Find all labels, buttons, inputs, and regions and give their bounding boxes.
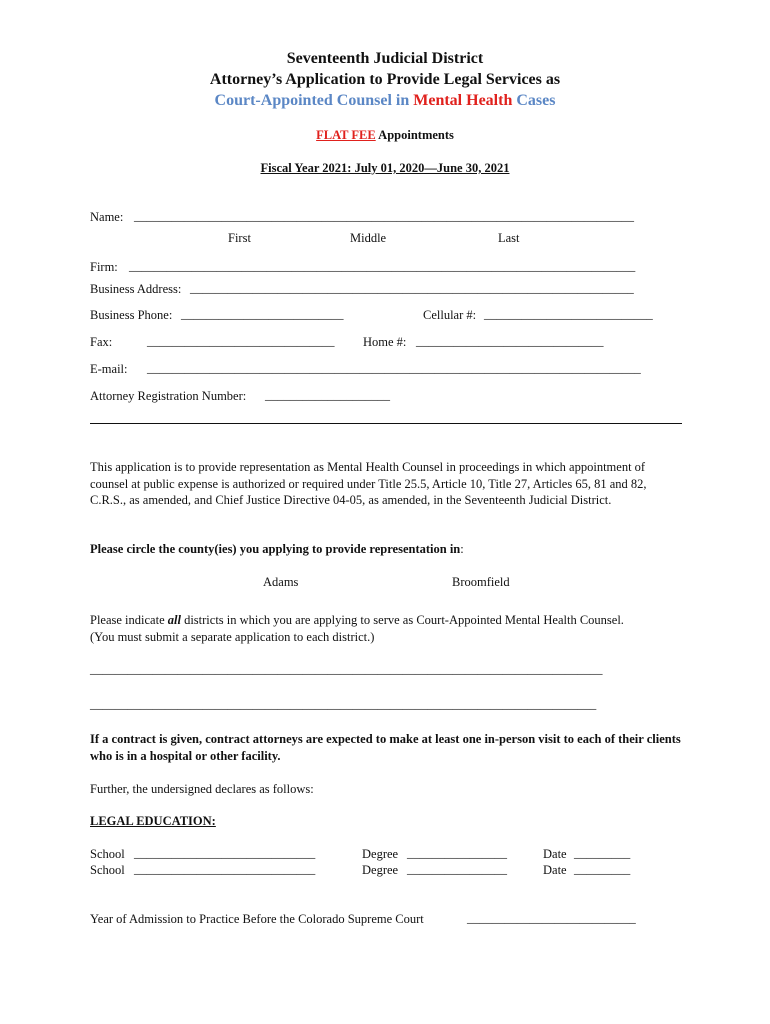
business-address-label: Business Address:: [90, 282, 182, 296]
districts-instruction: [90, 612, 650, 645]
section-divider: [90, 423, 682, 424]
attorney-registration-label: Attorney Registration Number:: [90, 389, 247, 403]
appointments-label: Appointments: [375, 128, 454, 142]
intro-paragraph: This application is to provide representation as Mental Health Counsel in proceedings in which appointment of counsel at public expense is authorized or required under Title 25.5, Article 10, Title 27, Articles 65, 81 and 82, C.R.S., as amended, and Chief Justice Directive 04-05, as amended, in the Seventeenth Judicial District.: [90, 460, 647, 507]
districts-field-2[interactable]: _________________________________________________________________________________: [90, 697, 597, 711]
email-field[interactable]: _______________________________________________________________________________: [147, 361, 641, 375]
middle-name-caption: Middle: [350, 231, 387, 245]
school-label-1: School: [90, 847, 125, 861]
fax-label: Fax:: [90, 335, 113, 349]
district-title: Seventeenth Judicial District: [286, 50, 484, 67]
home-field[interactable]: ______________________________: [416, 334, 604, 348]
date-label-2: Date: [543, 863, 567, 877]
cellular-label: Cellular #:: [423, 308, 477, 322]
business-address-field[interactable]: _______________________________________________________________________: [190, 281, 634, 295]
school-field-1[interactable]: _____________________________: [134, 846, 316, 860]
degree-label-1: Degree: [362, 847, 399, 861]
flat-fee-heading: [0, 127, 770, 143]
date-label-1: Date: [543, 847, 567, 861]
home-label: Home #:: [363, 335, 407, 349]
degree-label-2: Degree: [362, 863, 399, 877]
application-title: Attorney’s Application to Provide Legal Services as: [209, 71, 561, 88]
email-label: E-mail:: [90, 362, 128, 376]
firm-field[interactable]: _________________________________________________________________________________: [129, 259, 636, 273]
fiscal-year: Fiscal Year 2021: July 01, 2020—June 30, 2021: [260, 161, 510, 175]
districts-all: all: [167, 613, 181, 627]
degree-field-2[interactable]: ________________: [407, 862, 507, 876]
subtitle-part-3: Cases: [512, 92, 556, 109]
school-field-2[interactable]: _____________________________: [134, 862, 316, 876]
name-label: Name:: [90, 210, 124, 224]
circle-county-colon: :: [460, 542, 464, 556]
attorney-registration-field[interactable]: ____________________: [265, 388, 390, 402]
county-broomfield[interactable]: Broomfield: [452, 575, 510, 589]
name-field[interactable]: ________________________________________________________________________________: [134, 209, 634, 223]
application-subtitle: [0, 91, 770, 111]
date-field-1[interactable]: _________: [574, 846, 631, 860]
first-name-caption: First: [228, 231, 251, 245]
circle-county-instruction: [90, 541, 464, 557]
legal-education-heading: LEGAL EDUCATION:: [90, 814, 216, 828]
circle-county-text: Please circle the county(ies) you applying to provide representation in: [90, 542, 461, 556]
date-field-2[interactable]: _________: [574, 862, 631, 876]
flat-fee-label: FLAT FEE: [316, 128, 376, 142]
districts-field-1[interactable]: __________________________________________________________________________________: [90, 662, 603, 676]
business-phone-field[interactable]: __________________________: [181, 307, 344, 321]
cellular-field[interactable]: ___________________________: [484, 307, 653, 321]
business-phone-label: Business Phone:: [90, 308, 173, 322]
admission-label: Year of Admission to Practice Before the Colorado Supreme Court: [90, 912, 424, 926]
degree-field-1[interactable]: ________________: [407, 846, 507, 860]
fax-field[interactable]: ______________________________: [147, 334, 335, 348]
county-adams[interactable]: Adams: [263, 575, 299, 589]
subtitle-part-1: Court-Appointed Counsel in: [214, 92, 414, 109]
districts-text-b: districts in which you are applying to serve as Court-Appointed Mental Health Counsel. (You must submit a separate application to each district.): [90, 613, 624, 644]
further-declaration: Further, the undersigned declares as follows:: [90, 782, 314, 796]
subtitle-mental-health: Mental Health: [413, 92, 513, 109]
last-name-caption: Last: [498, 231, 520, 245]
districts-text-a: Please indicate: [90, 613, 168, 627]
contract-notice: If a contract is given, contract attorneys are expected to make at least one in-person visit to each of their clients who is in a hospital or other facility.: [90, 732, 681, 763]
firm-label: Firm:: [90, 260, 118, 274]
school-label-2: School: [90, 863, 125, 877]
admission-field[interactable]: ___________________________: [467, 911, 636, 925]
